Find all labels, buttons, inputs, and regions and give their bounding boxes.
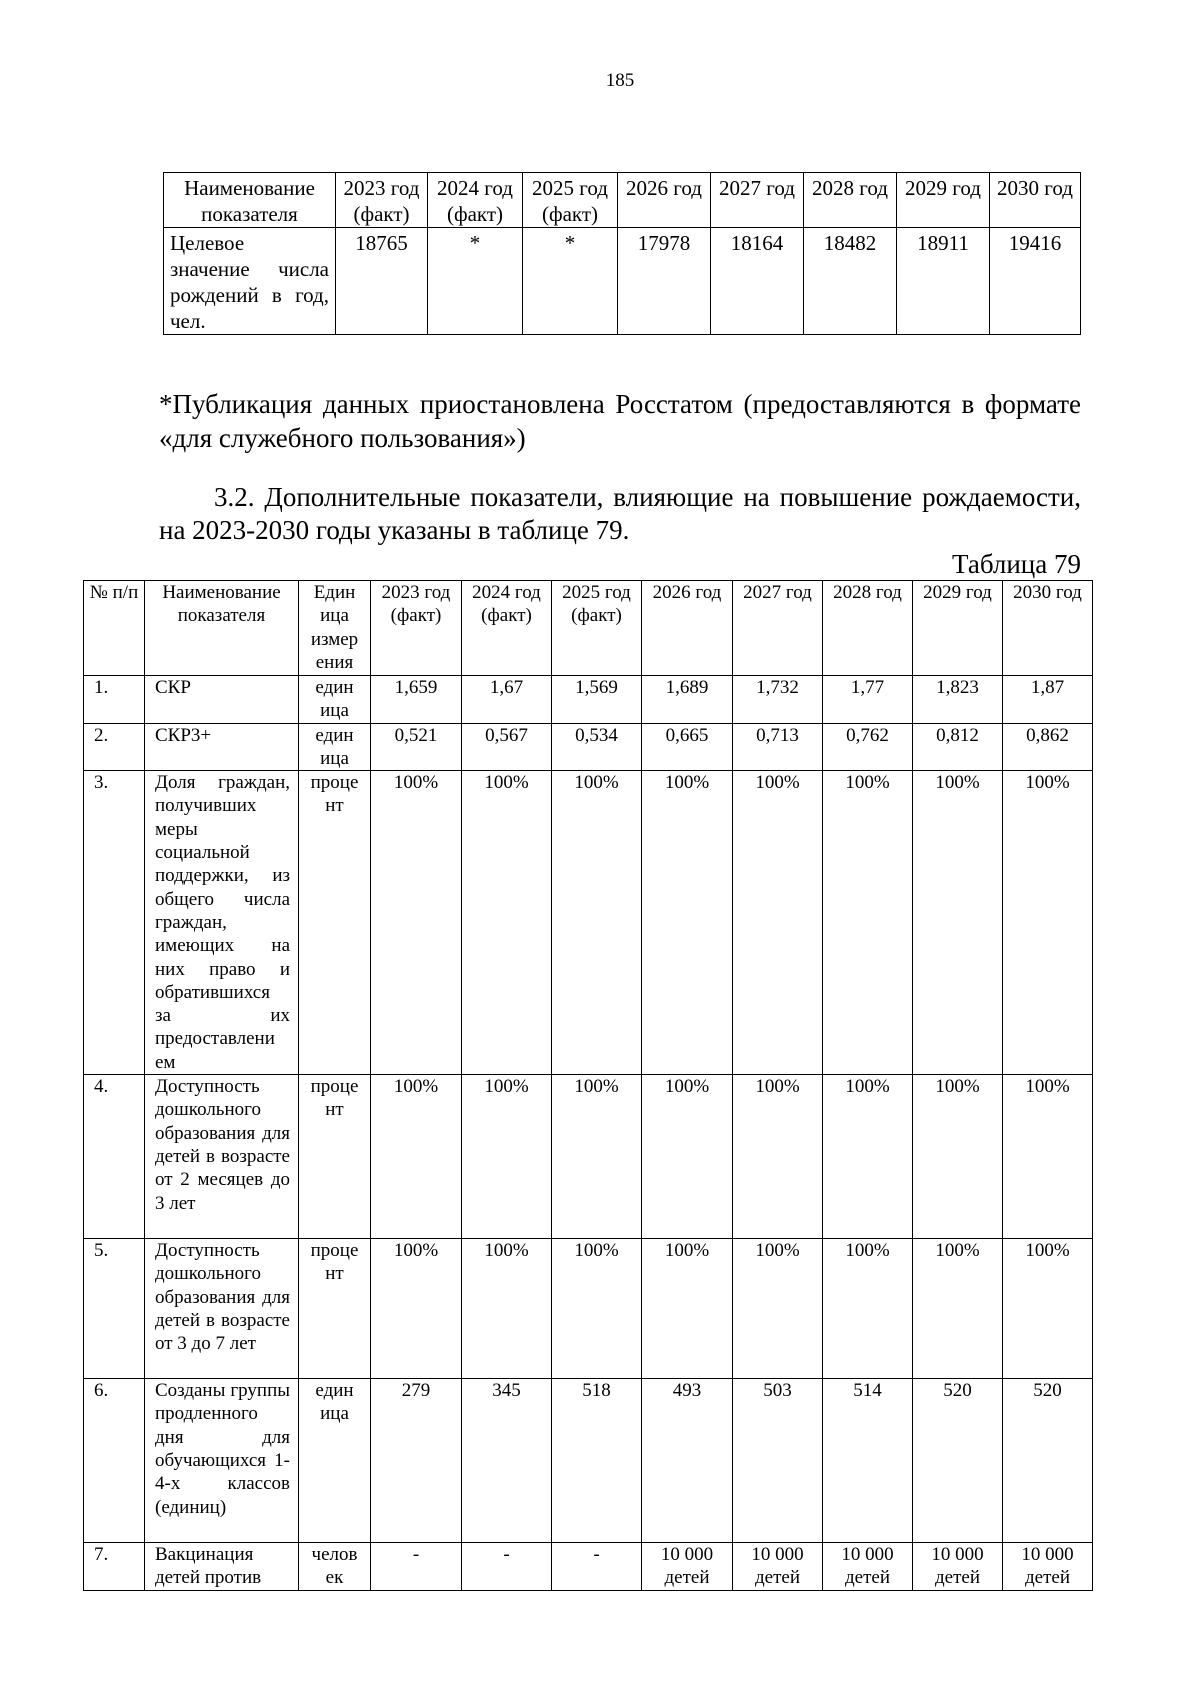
value-cell: 100%	[462, 1239, 552, 1379]
header-cell-year: 2026 год	[642, 581, 733, 676]
row-unit-cell: един ица	[299, 723, 371, 771]
value-cell: 100%	[371, 1239, 462, 1379]
row-unit-cell: един ица	[299, 1379, 371, 1543]
row-name-cell: Доля граждан, получивших меры социальной поддержки, из общего числа граждан, имеющих на них право и обратившихся за их предоставлени ем	[145, 771, 299, 1075]
value-cell: 1,87	[1003, 676, 1093, 724]
header-cell-year: 2025 год (факт)	[552, 581, 642, 676]
value-cell: 10 000 детей	[913, 1543, 1003, 1591]
value-cell: 100%	[1003, 771, 1093, 1075]
header-cell-name: Наименование показателя	[164, 173, 336, 228]
value-cell: 100%	[371, 1075, 462, 1239]
row-num-cell: 1.	[84, 676, 145, 724]
value-cell: 18164	[711, 228, 804, 335]
row-unit-cell: проце нт	[299, 1239, 371, 1379]
value-cell: 100%	[913, 1239, 1003, 1379]
value-cell: 100%	[642, 1075, 733, 1239]
header-cell-year: 2023 год (факт)	[371, 581, 462, 676]
value-cell: 100%	[913, 771, 1003, 1075]
row-num-cell: 2.	[84, 723, 145, 771]
header-cell-year: 2028 год	[823, 581, 913, 676]
value-cell: 0,762	[823, 723, 913, 771]
row-num-cell: 4.	[84, 1075, 145, 1239]
value-cell: 518	[552, 1379, 642, 1543]
value-cell: 10 000 детей	[1003, 1543, 1093, 1591]
value-cell: 100%	[823, 1239, 913, 1379]
value-cell: 100%	[733, 1239, 823, 1379]
row-num-cell: 3.	[84, 771, 145, 1075]
value-cell: 1,732	[733, 676, 823, 724]
value-cell: 100%	[1003, 1239, 1093, 1379]
table-row	[84, 1239, 1093, 1379]
value-cell: 514	[823, 1379, 913, 1543]
value-cell: 0,521	[371, 723, 462, 771]
header-cell-year: 2024 год (факт)	[428, 173, 523, 228]
row-name-cell: Созданы группы продленного дня для обучающихся 1-4-х классов (единиц)	[145, 1379, 299, 1543]
row-num-cell: 5.	[84, 1239, 145, 1379]
header-cell-year: 2028 год	[804, 173, 897, 228]
value-cell: 100%	[642, 1239, 733, 1379]
value-cell: -	[371, 1543, 462, 1591]
header-cell-year: 2026 год	[618, 173, 711, 228]
header-cell-unit: Един ица измер ения	[299, 581, 371, 676]
table-row	[84, 771, 1093, 1075]
value-cell: 100%	[552, 1239, 642, 1379]
table-header-row	[164, 173, 1081, 228]
value-cell: 1,689	[642, 676, 733, 724]
value-cell: 1,569	[552, 676, 642, 724]
row-unit-cell: проце нт	[299, 771, 371, 1075]
target-births-table	[163, 172, 1081, 335]
header-cell-year: 2027 год	[733, 581, 823, 676]
header-cell-num: № п/п	[84, 581, 145, 676]
value-cell: 520	[913, 1379, 1003, 1543]
value-cell: 0,534	[552, 723, 642, 771]
value-cell: 100%	[823, 1075, 913, 1239]
value-cell: 1,77	[823, 676, 913, 724]
value-cell: 0,567	[462, 723, 552, 771]
section-paragraph: 3.2. Дополнительные показатели, влияющие на повышение рождаемости, на 2023-2030 годы указаны в таблице 79.	[159, 482, 1081, 545]
header-cell-year: 2030 год	[1003, 581, 1093, 676]
row-unit-cell: един ица	[299, 676, 371, 724]
value-cell: 10 000 детей	[733, 1543, 823, 1591]
header-cell-year: 2025 год (факт)	[523, 173, 618, 228]
value-cell: 0,665	[642, 723, 733, 771]
table-row	[84, 723, 1093, 771]
value-cell: 18482	[804, 228, 897, 335]
table-row	[84, 676, 1093, 724]
value-cell: *	[428, 228, 523, 335]
table-row	[84, 1543, 1093, 1591]
table-79	[83, 580, 1093, 1591]
header-cell-name: Наименование показателя	[145, 581, 299, 676]
value-cell: 100%	[552, 771, 642, 1075]
value-cell: 345	[462, 1379, 552, 1543]
row-name-cell: Доступность дошкольного образования для детей в возрасте от 2 месяцев до 3 лет	[145, 1075, 299, 1239]
value-cell: 100%	[642, 771, 733, 1075]
header-cell-year: 2023 год (факт)	[336, 173, 428, 228]
value-cell: 19416	[990, 228, 1081, 335]
row-name-cell: СКР3+	[145, 723, 299, 771]
header-cell-year: 2027 год	[711, 173, 804, 228]
value-cell: 100%	[462, 1075, 552, 1239]
value-cell: 100%	[462, 771, 552, 1075]
value-cell: 493	[642, 1379, 733, 1543]
value-cell: 17978	[618, 228, 711, 335]
value-cell: 10 000 детей	[823, 1543, 913, 1591]
row-unit-cell: челов ек	[299, 1543, 371, 1591]
value-cell: 18765	[336, 228, 428, 335]
value-cell: 1,659	[371, 676, 462, 724]
row-name-cell: Вакцинация детей против	[145, 1543, 299, 1591]
value-cell: 18911	[897, 228, 990, 335]
header-cell-year: 2024 год (факт)	[462, 581, 552, 676]
row-name-cell: Целевое значение числа рождений в год, чел.	[164, 228, 336, 335]
table-header-row	[84, 581, 1093, 676]
value-cell: 100%	[371, 771, 462, 1075]
table-row	[84, 1379, 1093, 1543]
value-cell: 100%	[913, 1075, 1003, 1239]
value-cell: -	[462, 1543, 552, 1591]
value-cell: 0,713	[733, 723, 823, 771]
value-cell: 0,862	[1003, 723, 1093, 771]
value-cell: 503	[733, 1379, 823, 1543]
header-cell-year: 2029 год	[913, 581, 1003, 676]
page-number: 185	[605, 70, 635, 91]
value-cell: *	[523, 228, 618, 335]
value-cell: 100%	[552, 1075, 642, 1239]
table-caption: Таблица 79	[952, 549, 1081, 579]
value-cell: 1,823	[913, 676, 1003, 724]
value-cell: 0,812	[913, 723, 1003, 771]
header-cell-year: 2029 год	[897, 173, 990, 228]
value-cell: 100%	[733, 1075, 823, 1239]
row-name-cell: СКР	[145, 676, 299, 724]
value-cell: 520	[1003, 1379, 1093, 1543]
value-cell: 10 000 детей	[642, 1543, 733, 1591]
value-cell: 100%	[823, 771, 913, 1075]
row-unit-cell: проце нт	[299, 1075, 371, 1239]
value-cell: 1,67	[462, 676, 552, 724]
value-cell: 100%	[1003, 1075, 1093, 1239]
row-num-cell: 6.	[84, 1379, 145, 1543]
table-row	[164, 228, 1081, 335]
value-cell: -	[552, 1543, 642, 1591]
footnote: *Публикация данных приостановлена Росстатом (предоставляются в формате «для служебного пользования»)	[159, 389, 1081, 453]
value-cell: 100%	[733, 771, 823, 1075]
row-num-cell: 7.	[84, 1543, 145, 1591]
value-cell: 279	[371, 1379, 462, 1543]
table-row	[84, 1075, 1093, 1239]
row-name-cell: Доступность дошкольного образования для детей в возрасте от 3 до 7 лет	[145, 1239, 299, 1379]
header-cell-year: 2030 год	[990, 173, 1081, 228]
